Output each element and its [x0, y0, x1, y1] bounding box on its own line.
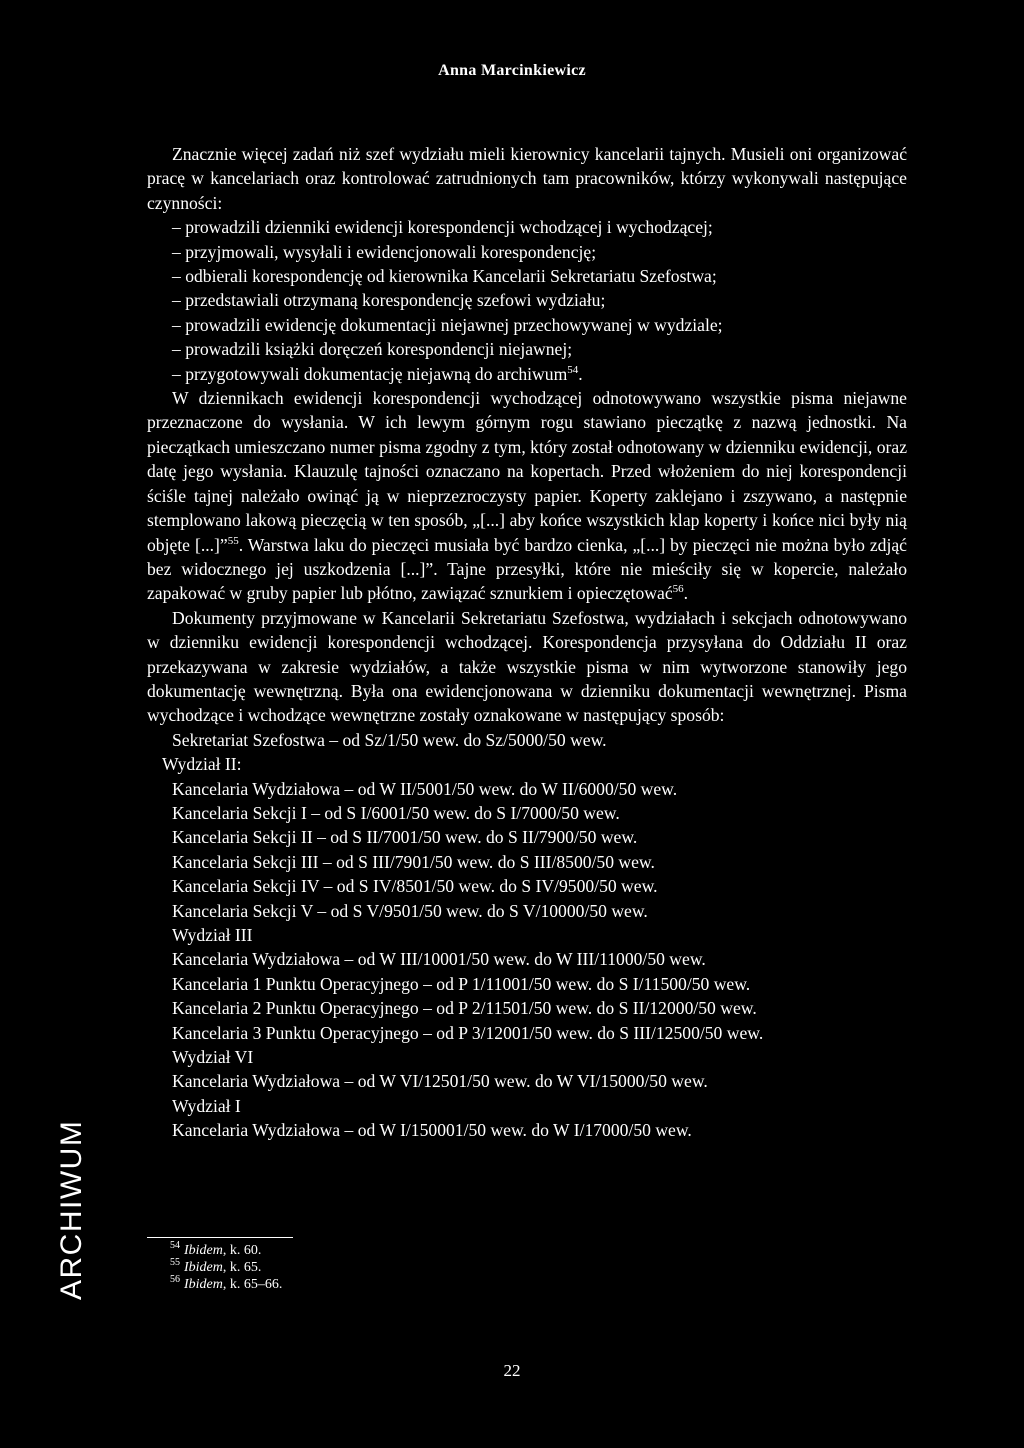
numbering-item: Kancelaria Wydziałowa – od W III/10001/50 wew. do W III/11000/50 wew.	[172, 949, 706, 970]
task-list	[147, 215, 907, 386]
list-item: – prowadzili ewidencję dokumentacji niejawnej przechowywanej w wydziale;	[172, 314, 723, 335]
footnote-reference: , k. 65.	[222, 1260, 262, 1275]
body-text	[147, 142, 907, 1143]
numbering-item: Wydział III	[172, 925, 253, 945]
list-item: – przyjmowali, wysyłali i ewidencjonowali korespondencję;	[172, 241, 597, 262]
footnote-number: 54	[170, 1240, 180, 1252]
footnote-reference: , k. 60.	[222, 1243, 262, 1258]
paragraph-text: . Warstwa laku do pieczęci musiała być bardzo cienka, „[...] by pieczęci nie można było zdjąć bez widocznego jej uszkodzenia [...]”. Tajne przesyłki, które nie mieściły się w kopercie, należało zapakować w gruby papier lub płótno, zawiązać sznurkiem i opieczętować	[147, 534, 907, 604]
numbering-item: Kancelaria Wydziałowa – od W VI/12501/50 wew. do W VI/15000/50 wew.	[172, 1071, 708, 1092]
footnote-divider	[147, 1237, 293, 1238]
numbering-item: Kancelaria 3 Punktu Operacyjnego – od P 3/12001/50 wew. do S III/12500/50 wew.	[172, 1022, 764, 1043]
numbering-item: Kancelaria Wydziałowa – od W I/150001/50 wew. do W I/17000/50 wew.	[172, 1120, 692, 1141]
footnote	[170, 1276, 282, 1293]
numbering-item: Kancelaria Sekcji IV – od S IV/8501/50 wew. do S IV/9500/50 wew.	[172, 876, 658, 897]
footnote-number: 56	[170, 1274, 180, 1286]
numbering-item: Wydział VI	[172, 1047, 254, 1068]
list-item: – przedstawiali otrzymaną korespondencję szefowi wydziału;	[172, 290, 606, 311]
numbering-list	[147, 728, 907, 1143]
numbering-item: Kancelaria 2 Punktu Operacyjnego – od P 2/11501/50 wew. do S II/12000/50 wew.	[172, 998, 757, 1019]
footnote-reference: , k. 65–66.	[222, 1277, 283, 1292]
footnote	[170, 1242, 282, 1259]
footnote-source: Ibidem	[184, 1260, 223, 1275]
numbering-item: Sekretariat Szefostwa – od Sz/1/50 wew. do Sz/5000/50 wew.	[172, 729, 607, 750]
page-number: 22	[503, 1361, 521, 1380]
numbering-item: Kancelaria Sekcji III – od S III/7901/50 wew. do S III/8500/50 wew.	[172, 851, 655, 872]
paragraph-internal-docs: Dokumenty przyjmowane w Kancelarii Sekretariatu Szefostwa, wydziałach i sekcjach odnotowywano w dzienniku ewidencji korespondencji wchodzącej. Korespondencja przysyłana do Oddziału II oraz przekazywana w zakresie wydziałów, a także wszystkie pisma w nim wytworzone stanowiły jego dokumentację wewnętrzną. Była ona ewidencjonowana w dzienniku dokumentacji wewnętrznej. Pisma wychodzące i wchodzące wewnętrzne zostały oznakowane w następujący sposób:	[147, 607, 907, 726]
numbering-item: Wydział I	[172, 1095, 241, 1116]
footnote-number: 55	[170, 1257, 180, 1269]
list-item: – prowadzili dzienniki ewidencji korespondencji wchodzącej i wychodzącej;	[172, 217, 713, 238]
numbering-item: Wydział II:	[162, 754, 242, 775]
footnote-ref: 55	[227, 534, 239, 547]
numbering-item: Kancelaria Sekcji I – od S I/6001/50 wew. do S I/7000/50 wew.	[172, 802, 620, 823]
footnote-ref: 54	[567, 363, 579, 376]
footnote-source: Ibidem	[184, 1243, 223, 1258]
side-label: ARCHIWUM	[55, 1119, 88, 1300]
numbering-item: Kancelaria 1 Punktu Operacyjnego – od P 1/11001/50 wew. do S I/11500/50 wew.	[172, 973, 751, 994]
footnote	[170, 1259, 282, 1276]
list-item-last: – przygotowywali dokumentację niejawną do archiwum$^{54}$.	[172, 363, 583, 384]
numbering-item: Kancelaria Sekcji V – od S V/9501/50 wew. do S V/10000/50 wew.	[172, 900, 648, 921]
footnote-ref: 56	[672, 583, 684, 596]
running-header-author: Anna Marcinkiewicz	[438, 62, 586, 79]
paragraph-sealing: W dziennikach ewidencji korespondencji wychodzącej odnotowywano wszystkie pisma niejawne przeznaczone do wysłania. W ich lewym górnym rogu stawiano pieczątkę z nazwą jednostki. Na pieczątkach umieszczano numer pisma zgodny z tym, który został odnotowany w dzienniku ewidencji, oraz datę jego wysłania. Klauzulę tajności oznaczano na kopertach. Przed włożeniem do niej korespondencji ściśle tajnej należało owinąć ją w nieprzezroczysty papier. Koperty zaklejano i zszywano, a następnie stemplowano lakową pieczęcią w ten sposób, „[...] aby końce wszystkich klap koperty i końce nici były nią objęte [...]”$^{55}$. Warstwa laku do pieczęci musiała być bardzo cienka, „[...] by pieczęci nie można było zdjąć bez widocznego jej uszkodzenia [...]”. Tajne przesyłki, które nie mieściły się w kopercie, należało zapakować w gruby papier lub płótno, zawiązać sznurkiem i opieczętować$^{56}$.	[147, 388, 907, 604]
footnotes	[170, 1242, 282, 1293]
list-item: – prowadzili książki doręczeń korespondencji niejawnej;	[172, 339, 573, 360]
list-item: – odbierali korespondencję od kierownika Kancelarii Sekretariatu Szefostwa;	[172, 266, 717, 287]
list-item-text: – przygotowywali dokumentację niejawną do archiwum	[172, 363, 568, 384]
footnote-source: Ibidem	[184, 1277, 223, 1292]
numbering-item: Kancelaria Wydziałowa – od W II/5001/50 wew. do W II/6000/50 wew.	[172, 778, 678, 799]
paragraph-intro: Znacznie więcej zadań niż szef wydziału mieli kierownicy kancelarii tajnych. Musieli oni organizować pracę w kancelariach oraz kontrolować zatrudnionych tam pracowników, którzy wykonywali następujące czynności:	[147, 144, 907, 213]
numbering-item: Kancelaria Sekcji II – od S II/7001/50 wew. do S II/7900/50 wew.	[172, 827, 638, 848]
paragraph-text: W dziennikach ewidencji korespondencji wychodzącej odnotowywano wszystkie pisma niejawne przeznaczone do wysłania. W ich lewym górnym rogu stawiano pieczątkę z nazwą jednostki. Na pieczątkach umieszczano numer pisma zgodny z tym, który został odnotowany w dzienniku ewidencji, oraz datę jego wysłania. Klauzulę tajności oznaczano na kopertach. Przed włożeniem do niej korespondencji ściśle tajnej należało owinąć ją w nieprzezroczysty papier. Koperty zaklejano i zszywano, a następnie stemplowano lakową pieczęcią w ten sposób, „[...] aby końce wszystkich klap koperty i końce nici były nią objęte [...]”	[147, 388, 907, 555]
